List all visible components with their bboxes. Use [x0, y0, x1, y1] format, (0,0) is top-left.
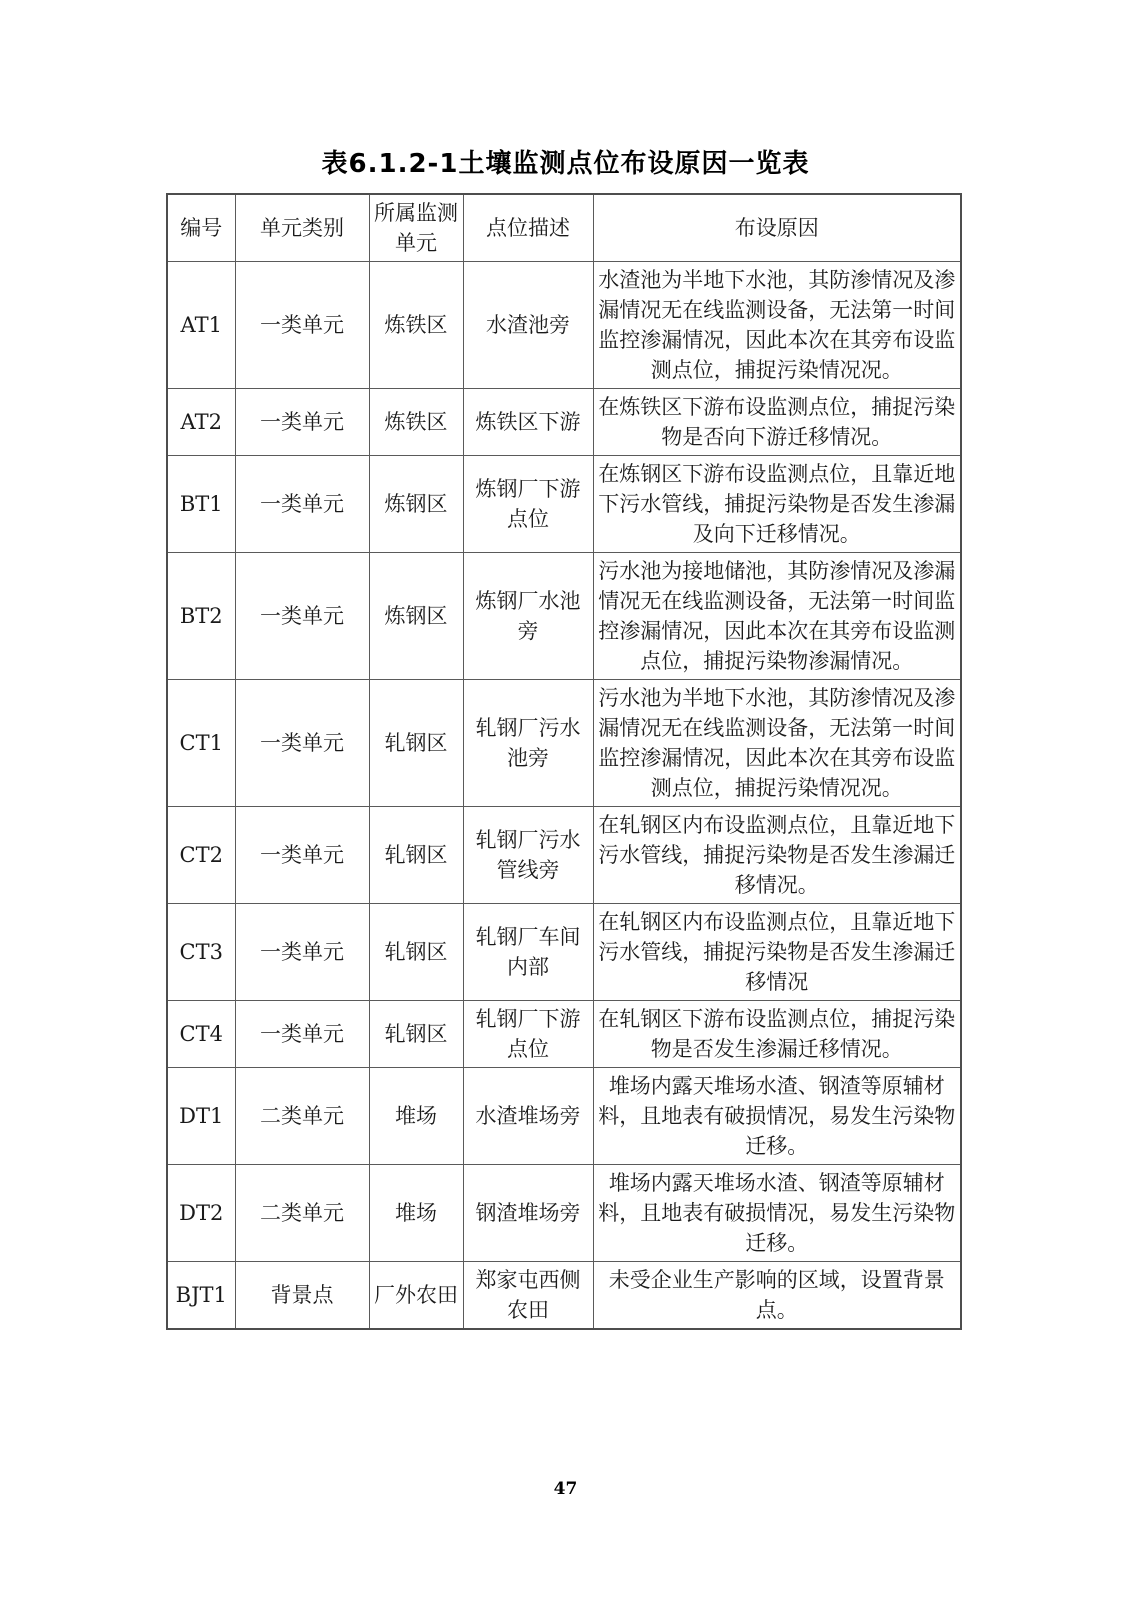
cell-category: 一类单元	[235, 389, 369, 456]
cell-reason: 在炼钢区下游布设监测点位，且靠近地下污水管线，捕捉污染物是否发生渗漏及向下迁移情况。	[593, 456, 961, 553]
cell-location: 郑家屯西侧农田	[463, 1262, 593, 1330]
cell-location: 炼钢厂水池旁	[463, 553, 593, 680]
cell-unit: 炼钢区	[369, 456, 463, 553]
column-header-reason: 布设原因	[593, 194, 961, 262]
cell-unit: 轧钢区	[369, 680, 463, 807]
cell-unit: 轧钢区	[369, 904, 463, 1001]
table-row	[167, 1165, 961, 1262]
cell-id: CT3	[167, 904, 235, 1001]
cell-location: 轧钢厂污水管线旁	[463, 807, 593, 904]
table-title: 表6.1.2-1土壤监测点位布设原因一览表	[321, 149, 810, 179]
cell-id: AT1	[167, 262, 235, 389]
cell-location: 炼钢厂下游点位	[463, 456, 593, 553]
table-row	[167, 807, 961, 904]
cell-reason: 污水池为半地下水池，其防渗情况及渗漏情况无在线监测设备，无法第一时间监控渗漏情况，因此本次在其旁布设监测点位，捕捉污染情况况。	[593, 680, 961, 807]
table-row	[167, 1068, 961, 1165]
header-row	[167, 194, 961, 262]
table-body	[167, 262, 961, 1330]
cell-reason: 堆场内露天堆场水渣、钢渣等原辅材料，且地表有破损情况，易发生污染物迁移。	[593, 1068, 961, 1165]
cell-id: DT1	[167, 1068, 235, 1165]
cell-reason: 未受企业生产影响的区域，设置背景点。	[593, 1262, 961, 1330]
cell-unit: 炼铁区	[369, 389, 463, 456]
table-header	[167, 194, 961, 262]
table-row	[167, 1001, 961, 1068]
cell-unit: 厂外农田	[369, 1262, 463, 1330]
cell-unit: 堆场	[369, 1165, 463, 1262]
cell-location: 炼铁区下游	[463, 389, 593, 456]
cell-id: BT1	[167, 456, 235, 553]
table-row	[167, 456, 961, 553]
cell-category: 一类单元	[235, 904, 369, 1001]
column-header-id: 编号	[167, 194, 235, 262]
cell-id: AT2	[167, 389, 235, 456]
cell-id: DT2	[167, 1165, 235, 1262]
table-row	[167, 1262, 961, 1330]
cell-unit: 堆场	[369, 1068, 463, 1165]
cell-reason: 在炼铁区下游布设监测点位，捕捉污染物是否向下游迁移情况。	[593, 389, 961, 456]
table-row	[167, 553, 961, 680]
cell-id: CT2	[167, 807, 235, 904]
cell-category: 二类单元	[235, 1165, 369, 1262]
soil-monitoring-points-table	[166, 193, 962, 1330]
cell-reason: 在轧钢区内布设监测点位，且靠近地下污水管线，捕捉污染物是否发生渗漏迁移情况	[593, 904, 961, 1001]
cell-reason: 在轧钢区下游布设监测点位，捕捉污染物是否发生渗漏迁移情况。	[593, 1001, 961, 1068]
column-header-unit: 所属监测单元	[369, 194, 463, 262]
cell-location: 钢渣堆场旁	[463, 1165, 593, 1262]
table-row	[167, 262, 961, 389]
cell-category: 一类单元	[235, 680, 369, 807]
table-row	[167, 389, 961, 456]
cell-reason: 堆场内露天堆场水渣、钢渣等原辅材料，且地表有破损情况，易发生污染物迁移。	[593, 1165, 961, 1262]
cell-reason: 在轧钢区内布设监测点位，且靠近地下污水管线，捕捉污染物是否发生渗漏迁移情况。	[593, 807, 961, 904]
cell-category: 一类单元	[235, 1001, 369, 1068]
cell-location: 轧钢厂污水池旁	[463, 680, 593, 807]
cell-category: 一类单元	[235, 456, 369, 553]
cell-location: 轧钢厂下游点位	[463, 1001, 593, 1068]
table-row	[167, 904, 961, 1001]
cell-id: CT1	[167, 680, 235, 807]
cell-id: BT2	[167, 553, 235, 680]
cell-unit: 轧钢区	[369, 807, 463, 904]
page-number: 47	[553, 1479, 578, 1499]
cell-category: 一类单元	[235, 262, 369, 389]
column-header-location: 点位描述	[463, 194, 593, 262]
cell-id: BJT1	[167, 1262, 235, 1330]
cell-category: 一类单元	[235, 553, 369, 680]
cell-category: 一类单元	[235, 807, 369, 904]
cell-category: 背景点	[235, 1262, 369, 1330]
cell-location: 水渣池旁	[463, 262, 593, 389]
cell-unit: 炼铁区	[369, 262, 463, 389]
cell-reason: 污水池为接地储池，其防渗情况及渗漏情况无在线监测设备，无法第一时间监控渗漏情况，因此本次在其旁布设监测点位，捕捉污染物渗漏情况。	[593, 553, 961, 680]
cell-location: 轧钢厂车间内部	[463, 904, 593, 1001]
cell-unit: 轧钢区	[369, 1001, 463, 1068]
column-header-category: 单元类别	[235, 194, 369, 262]
cell-reason: 水渣池为半地下水池，其防渗情况及渗漏情况无在线监测设备，无法第一时间监控渗漏情况，因此本次在其旁布设监测点位，捕捉污染情况况。	[593, 262, 961, 389]
cell-id: CT4	[167, 1001, 235, 1068]
cell-unit: 炼钢区	[369, 553, 463, 680]
cell-category: 二类单元	[235, 1068, 369, 1165]
table-row	[167, 680, 961, 807]
cell-location: 水渣堆场旁	[463, 1068, 593, 1165]
